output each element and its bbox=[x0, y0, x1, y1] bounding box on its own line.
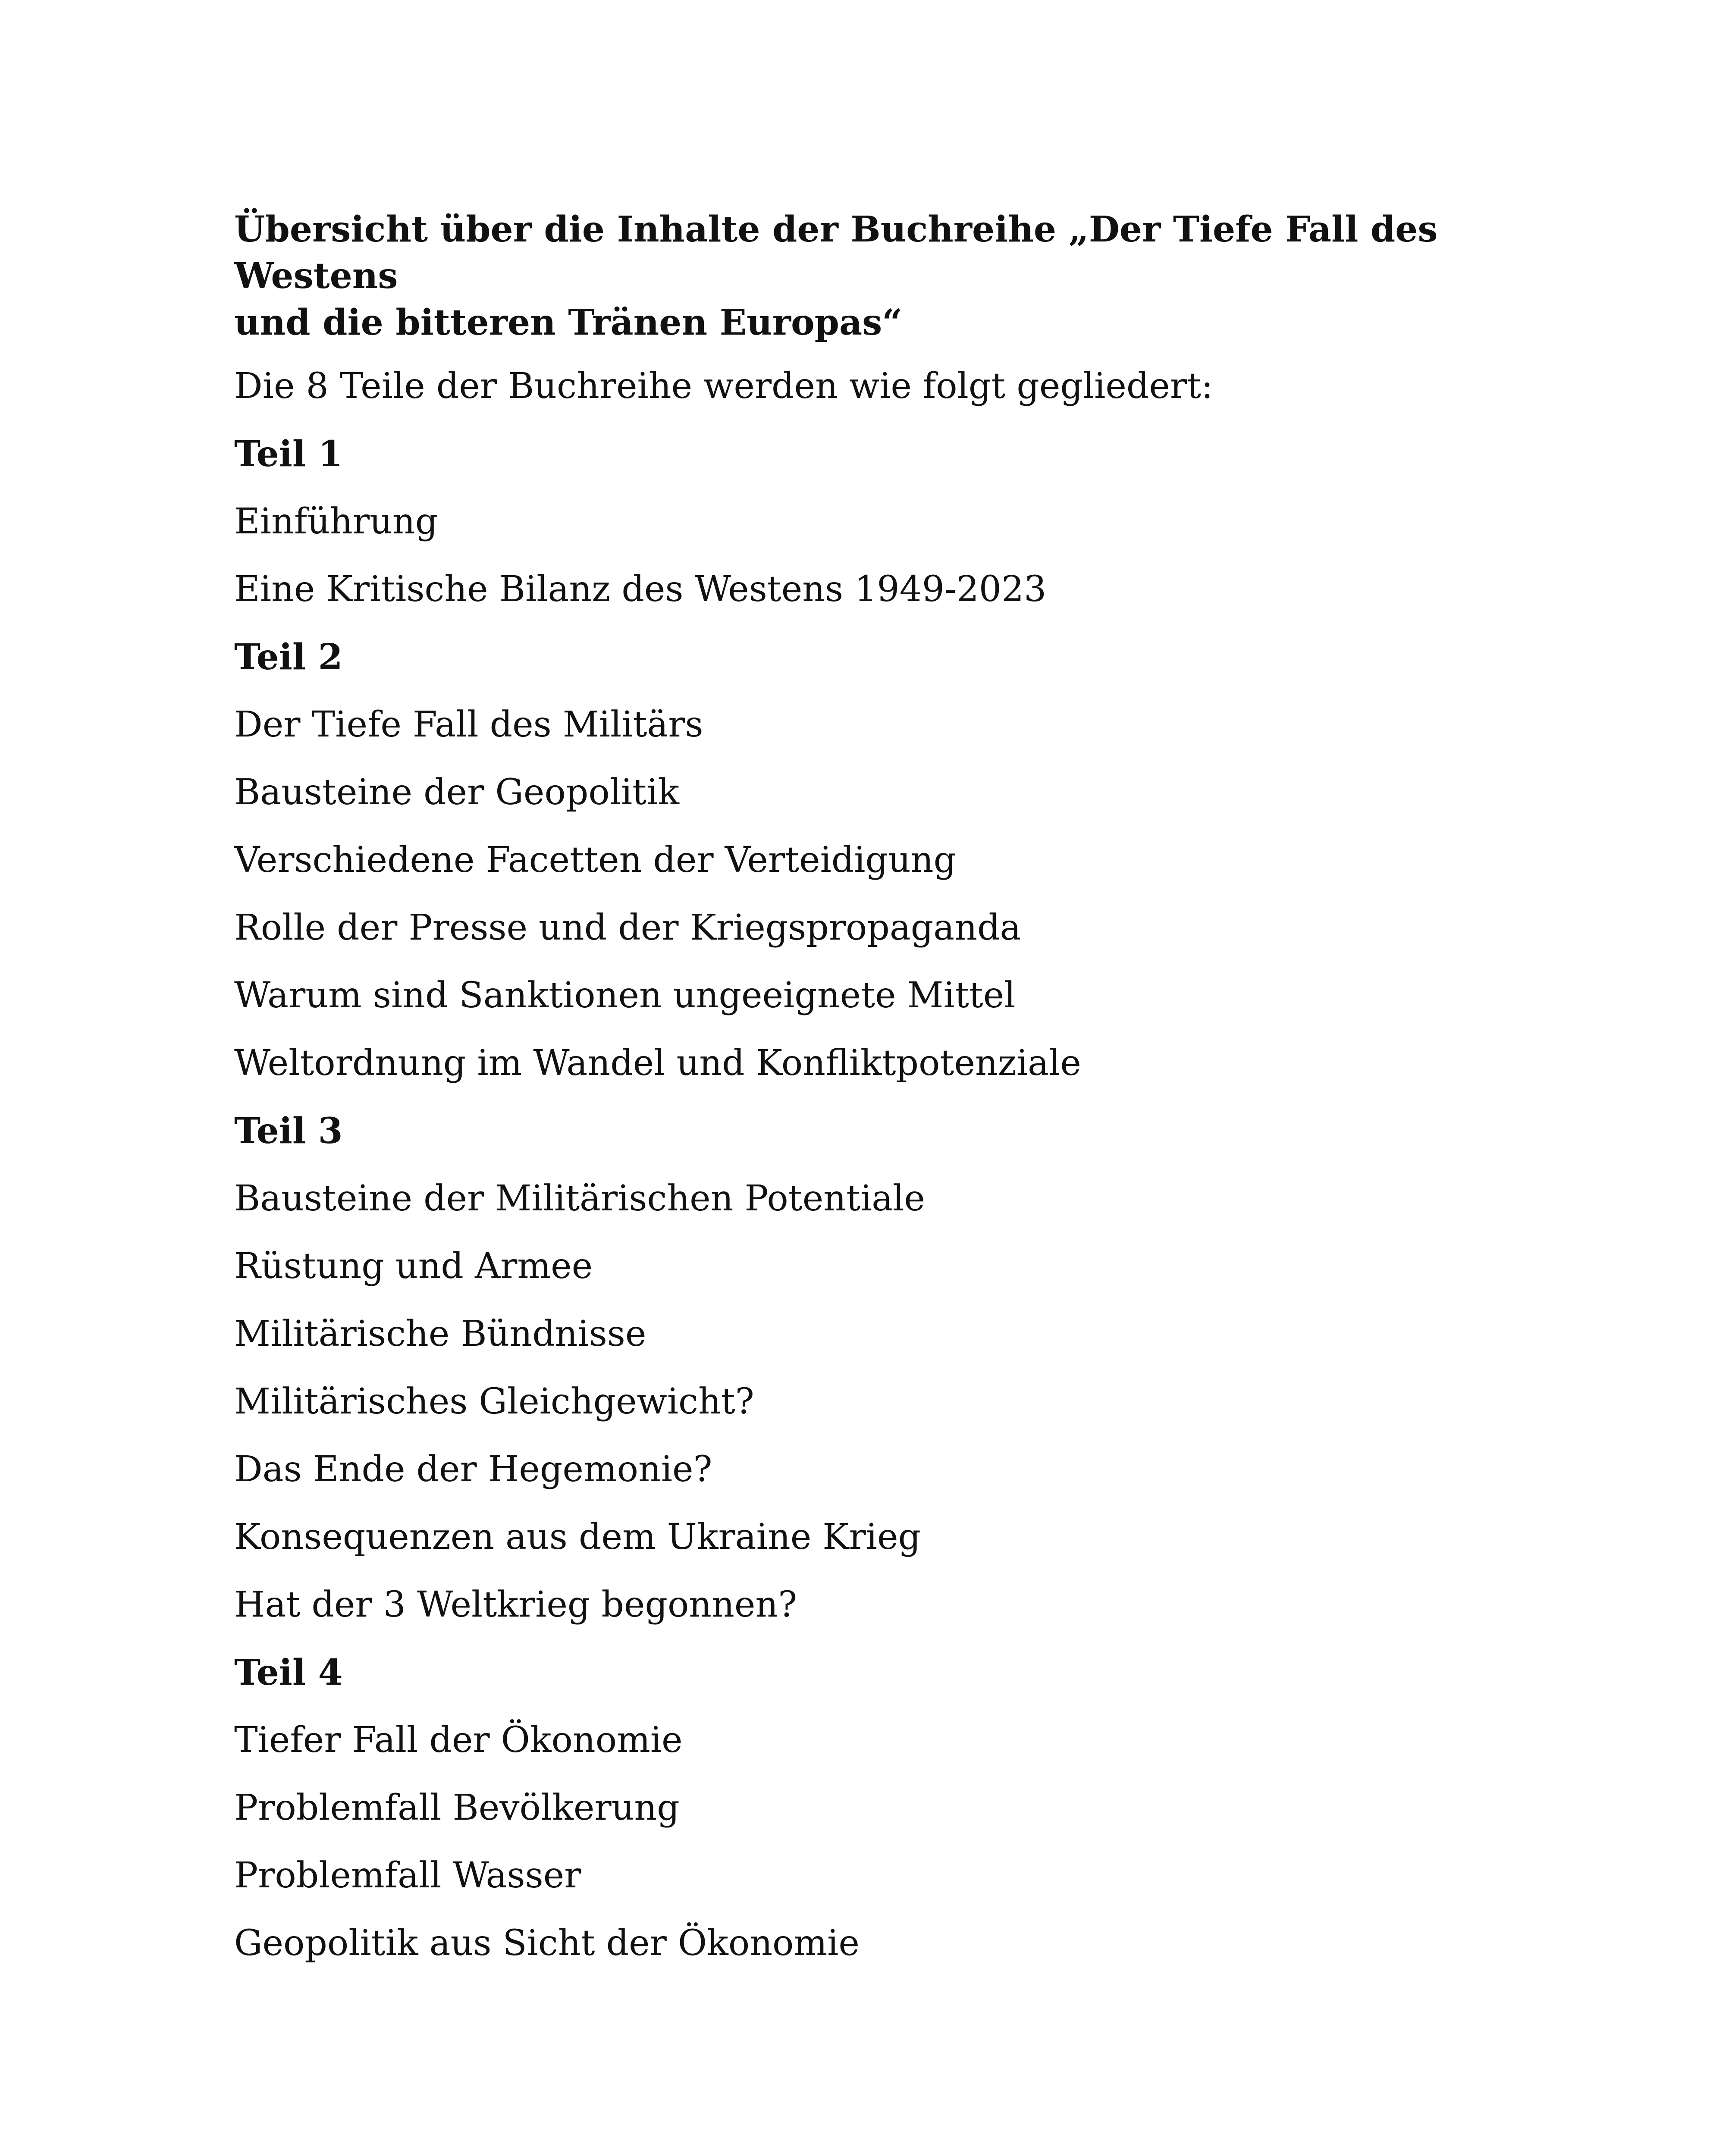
part-3-item: Konsequenzen aus dem Ukraine Krieg bbox=[234, 1517, 921, 1557]
part-heading-4: Teil 4 bbox=[234, 1652, 343, 1693]
part-3-item: Hat der 3 Weltkrieg begonnen? bbox=[234, 1584, 797, 1625]
part-heading-1: Teil 1 bbox=[234, 433, 343, 475]
document-page bbox=[234, 206, 1528, 1988]
part-2-item: Warum sind Sanktionen ungeeignete Mittel bbox=[234, 975, 1016, 1016]
part-3-item: Das Ende der Hegemonie? bbox=[234, 1449, 712, 1490]
part-heading-2: Teil 2 bbox=[234, 636, 343, 678]
part-4-item: Problemfall Bevölkerung bbox=[234, 1787, 680, 1828]
part-2-item: Der Tiefe Fall des Militärs bbox=[234, 704, 703, 745]
part-heading-3: Teil 3 bbox=[234, 1110, 343, 1152]
part-3-item: Rüstung und Armee bbox=[234, 1246, 593, 1287]
intro-paragraph: Die 8 Teile der Buchreihe werden wie folgt gegliedert: bbox=[234, 366, 1213, 407]
part-4-item: Geopolitik aus Sicht der Ökonomie bbox=[234, 1923, 860, 1964]
part-4-item: Problemfall Wasser bbox=[234, 1855, 581, 1896]
document-title-line-1: Übersicht über die Inhalte der Buchreihe „Der Tiefe Fall des Westens bbox=[234, 209, 1438, 297]
document-title bbox=[234, 206, 1528, 346]
part-3-item: Militärisches Gleichgewicht? bbox=[234, 1381, 754, 1422]
part-2-item: Weltordnung im Wandel und Konfliktpotenziale bbox=[234, 1043, 1081, 1084]
part-1-item: Eine Kritische Bilanz des Westens 1949-2023 bbox=[234, 569, 1047, 610]
part-2-item: Bausteine der Geopolitik bbox=[234, 772, 680, 813]
part-3-item: Bausteine der Militärischen Potentiale bbox=[234, 1178, 925, 1219]
part-4-item: Tiefer Fall der Ökonomie bbox=[234, 1720, 683, 1761]
part-1-item: Einführung bbox=[234, 501, 438, 542]
part-2-item: Verschiedene Facetten der Verteidigung bbox=[234, 840, 957, 881]
part-3-item: Militärische Bündnisse bbox=[234, 1313, 646, 1354]
document-title-line-2: und die bitteren Tränen Europas“ bbox=[234, 302, 903, 343]
part-2-item: Rolle der Presse und der Kriegspropaganda bbox=[234, 907, 1021, 948]
